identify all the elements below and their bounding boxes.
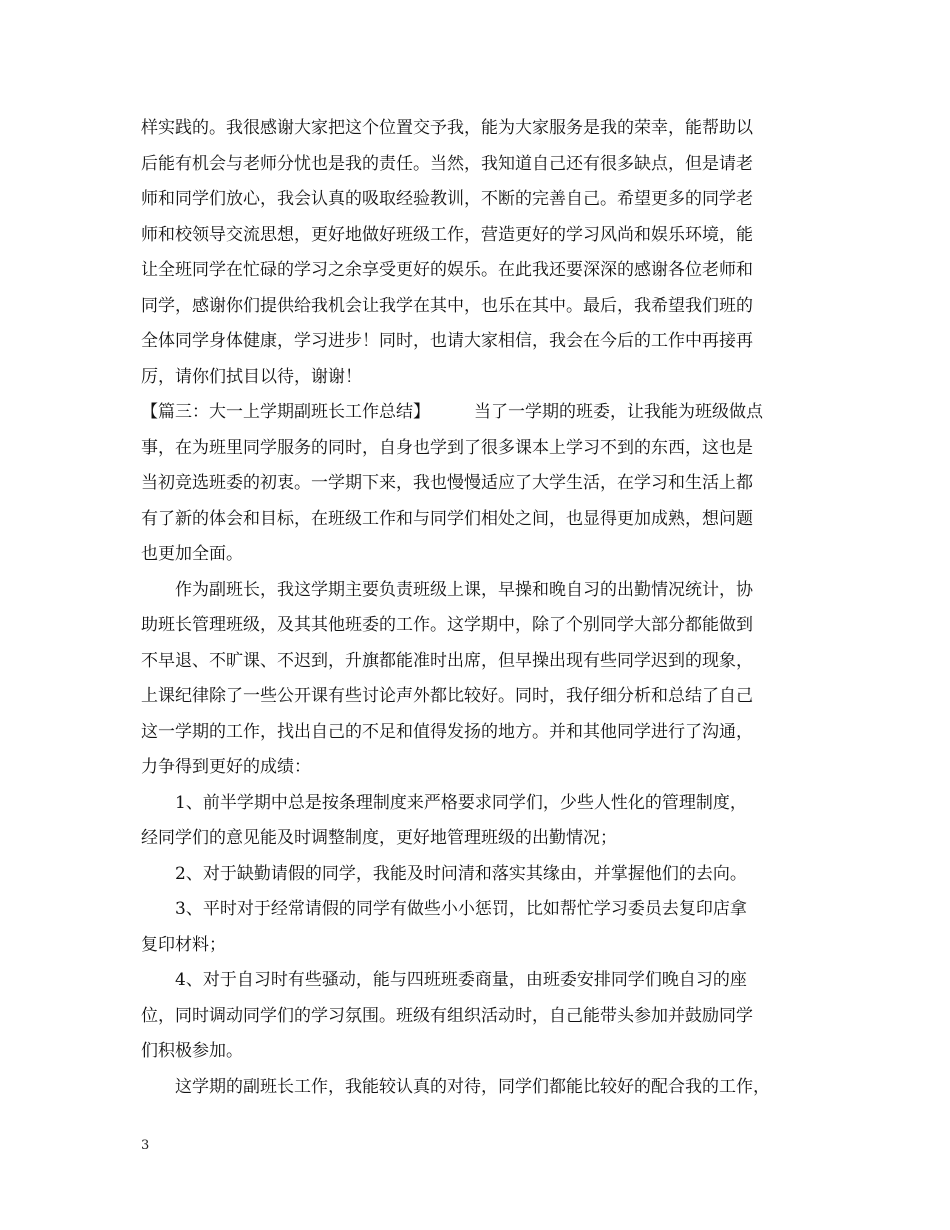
text-line: 们积极参加。 [141, 1041, 243, 1061]
text-line: 这一学期的工作，找出自己的不足和值得发扬的地方。并和其他同学进行了沟通， [141, 721, 753, 742]
text-line: 事，在为班里同学服务的同时，自身也学到了很多课本上学习不到的东西，这也是 [141, 437, 753, 458]
document-body [141, 111, 821, 1105]
paragraph-first-line: 这学期的副班长工作，我能较认真的对待，同学们都能比较好的配合我的工作， [175, 1076, 770, 1097]
section-heading-line [141, 395, 821, 431]
text-line: 让全班同学在忙碌的学习之余享受更好的娱乐。在此我还要深深的感谢各位老师和 [141, 260, 753, 280]
section-first-line: 当了一学期的班委，让我能为班级做点 [474, 402, 763, 422]
list-item-first-line: 1、前半学期中总是按条理制度来严格要求同学们，少些人性化的管理制度， [175, 792, 747, 813]
text-line: 同学，感谢你们提供给我机会让我学在其中，也乐在其中。最后，我希望我们班的 [141, 295, 753, 316]
text-line: 也更加全面。 [141, 544, 243, 564]
text-line: 后能有机会与老师分忧也是我的责任。当然，我知道自己还有很多缺点，但是请老 [141, 153, 753, 174]
text-line: 力争得到更好的成绩： [141, 757, 311, 777]
text-line: 全体同学身体健康，学习进步！同时，也请大家相信，我会在今后的工作中再接再 [141, 331, 753, 351]
text-line: 当初竞选班委的初衷。一学期下来，我也慢慢适应了大学生活，在学习和生活上都 [141, 473, 753, 493]
text-line: 师和校领导交流思想，更好地做好班级工作，营造更好的学习风尚和娱乐环境，能 [141, 224, 753, 245]
text-line: 助班长管理班级，及其其他班委的工作。这学期中，除了个别同学大部分都能做到 [141, 615, 753, 635]
list-item-first-line: 3、平时对于经常请假的同学有做些小小惩罚，比如帮忙学习委员去复印店拿 [175, 899, 747, 919]
list-item-first-line: 4、对于自习时有些骚动，能与四班班委商量，由班委安排同学们晚自习的座 [175, 970, 747, 990]
section-heading: 【篇三：大一上学期副班长工作总结】 [141, 402, 430, 422]
text-line: 经同学们的意见能及时调整制度，更好地管理班级的出勤情况； [141, 828, 617, 848]
text-line: 样实践的。我很感谢大家把这个位置交予我，能为大家服务是我的荣幸，能帮助以 [141, 118, 753, 138]
paragraph-first-line: 作为副班长，我这学期主要负责班级上课，早操和晚自习的出勤情况统计，协 [175, 579, 753, 600]
list-item-first-line: 2、对于缺勤请假的同学，我能及时问清和落实其缘由，并掌握他们的去向。 [175, 863, 747, 884]
text-line: 有了新的体会和目标，在班级工作和与同学们相处之间，也显得更加成熟，想问题 [141, 508, 753, 529]
text-line: 师和同学们放心，我会认真的吸取经验教训，不断的完善自己。希望更多的同学老 [141, 189, 753, 209]
text-line: 厉，请你们拭目以待，谢谢！ [141, 366, 362, 387]
text-line: 复印材料； [141, 934, 226, 955]
page-number: 3 [141, 1138, 150, 1153]
text-line: 位，同时调动同学们的学习氛围。班级有组织活动时，自己能带头参加并鼓励同学 [141, 1005, 753, 1026]
text-line: 不早退、不旷课、不迟到，升旗都能准时出席，但早操出现有些同学迟到的现象， [141, 650, 753, 671]
text-line: 上课纪律除了一些公开课有些讨论声外都比较好。同时，我仔细分析和总结了自己 [141, 686, 753, 706]
